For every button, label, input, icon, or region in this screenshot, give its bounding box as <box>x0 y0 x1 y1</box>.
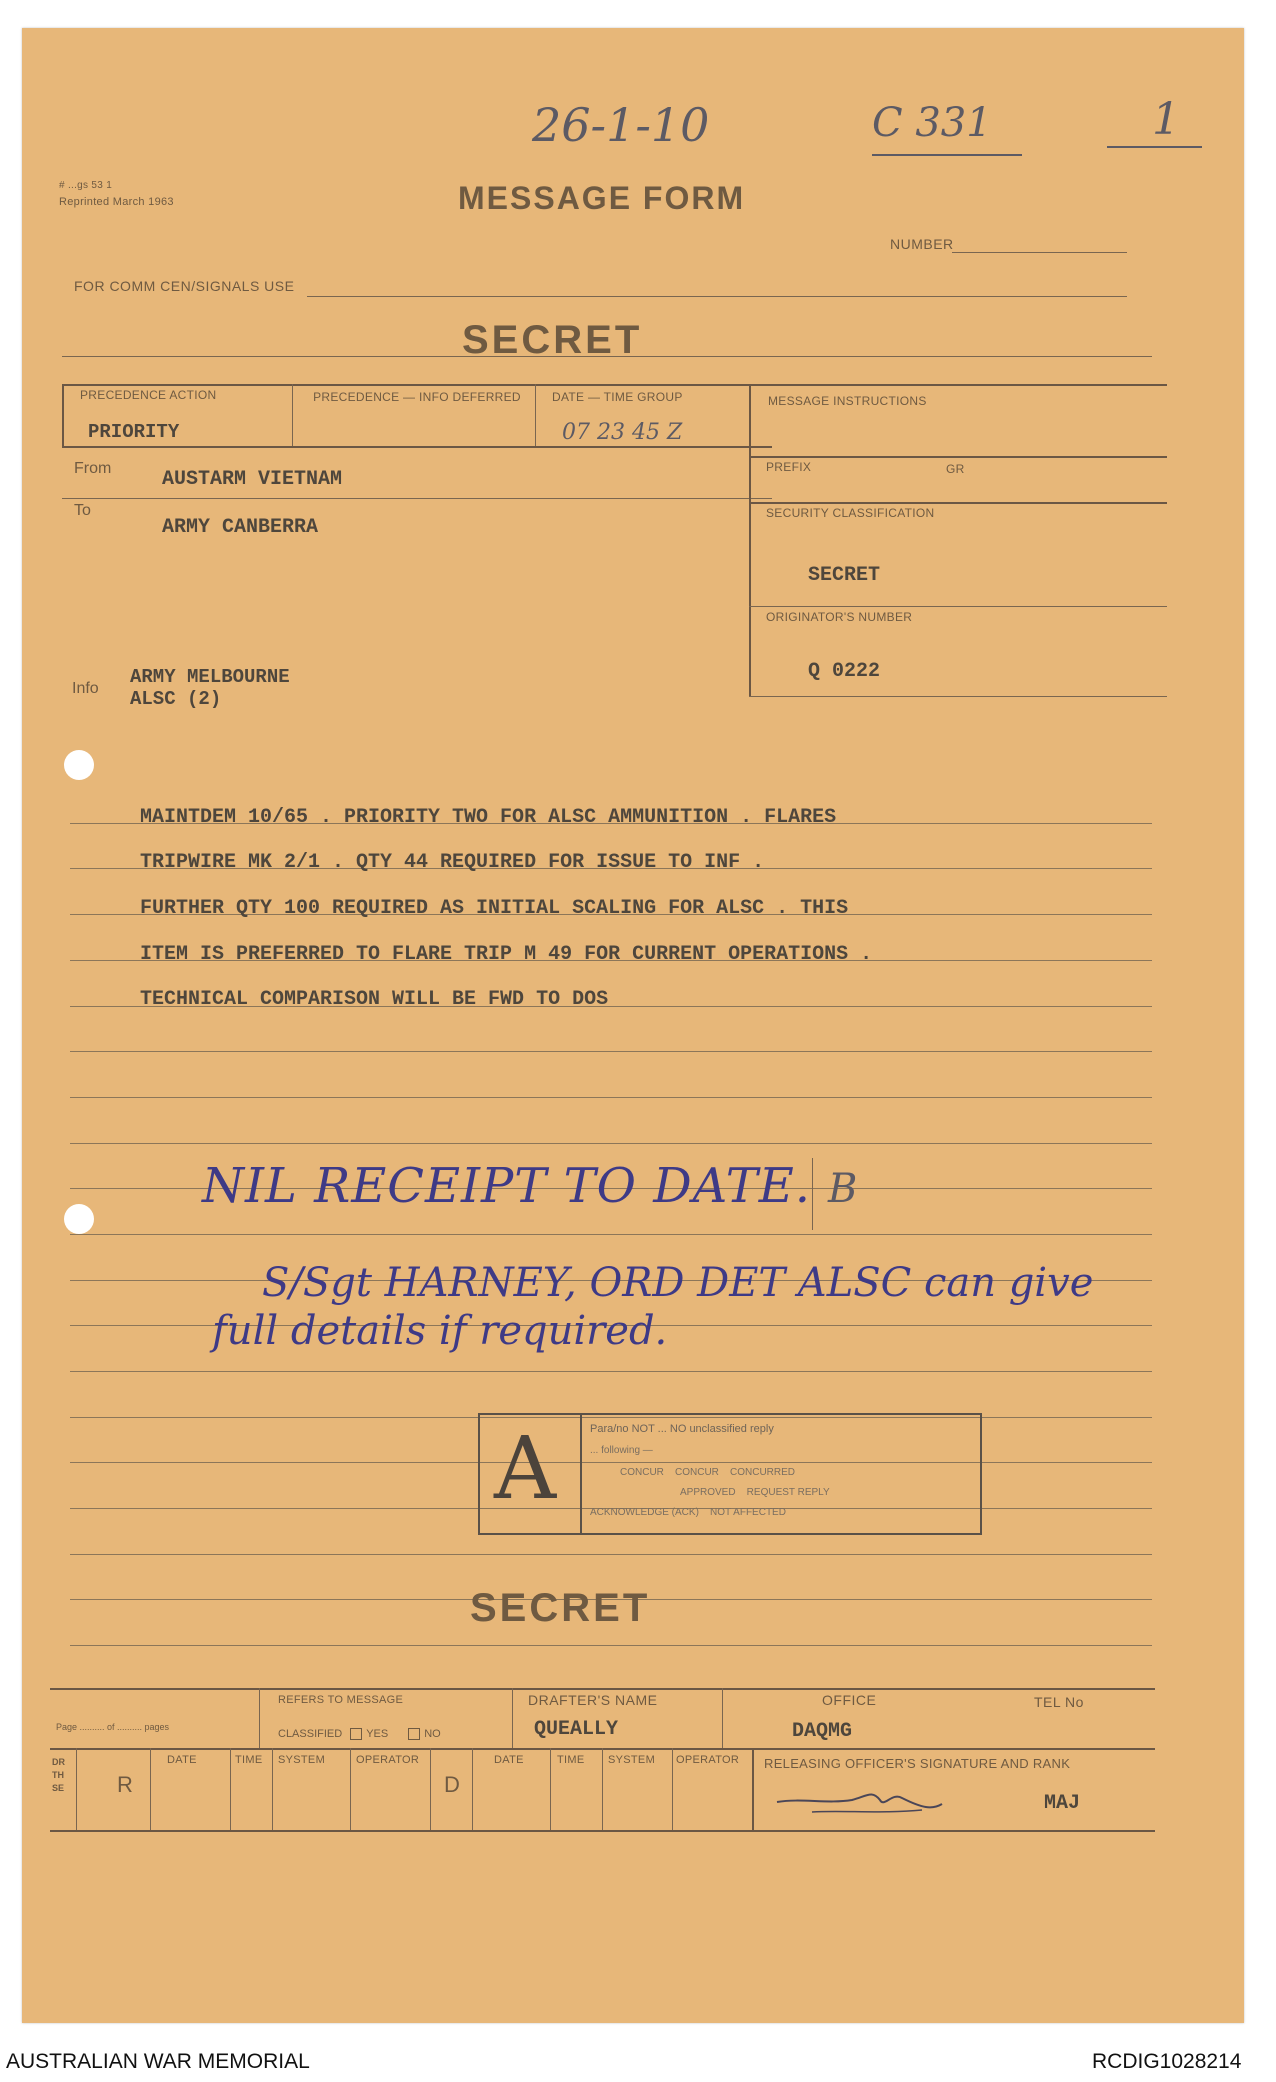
despatched-d-label: D <box>444 1772 460 1797</box>
handwritten-note-nil-receipt: NIL RECEIPT TO DATE. <box>202 1158 812 1214</box>
despatched-date-label: DATE <box>494 1754 524 1766</box>
form-code: # ...gs 53 1 <box>59 180 113 191</box>
refers-to-message-label: REFERS TO MESSAGE <box>278 1694 404 1706</box>
message-instructions-label: MESSAGE INSTRUCTIONS <box>768 394 927 408</box>
prefix-border <box>749 502 1167 504</box>
number-label: NUMBER <box>890 236 954 252</box>
refers-divider <box>512 1688 513 1748</box>
dtg-divider <box>535 384 536 446</box>
pages-divider <box>259 1688 260 1748</box>
drafters-name-value: QUEALLY <box>534 1718 619 1741</box>
drafter-divider <box>722 1688 723 1748</box>
handwritten-note-line-2: full details if required. <box>212 1308 668 1354</box>
dtg-value: 07 23 45 Z <box>562 420 683 445</box>
office-label: OFFICE <box>822 1692 877 1708</box>
stamp-letter: A <box>494 1419 557 1519</box>
received-operator-label: OPERATOR <box>356 1754 420 1766</box>
precedence-divider <box>292 384 293 446</box>
info-line-2: ALSC (2) <box>130 688 222 710</box>
received-time-label: TIME <box>235 1754 263 1766</box>
from-row-border <box>62 498 772 499</box>
punch-hole-top <box>64 750 94 780</box>
classification-line <box>62 356 1152 357</box>
releasing-officer-label: RELEASING OFFICER'S SIGNATURE AND RANK <box>764 1756 1071 1771</box>
precedence-row-border <box>62 446 772 448</box>
tel-no-label: TEL No <box>1034 1694 1084 1710</box>
instructions-border <box>749 456 1167 458</box>
classified-no-checkbox[interactable] <box>408 1728 420 1740</box>
handwritten-page-number: 1 <box>1152 94 1180 145</box>
footer-archive-name: AUSTRALIAN WAR MEMORIAL <box>6 2050 310 2073</box>
prefix-label: PREFIX <box>766 460 812 474</box>
table-left-border <box>62 384 64 446</box>
stamp-line-1: Para/no NOT ... NO unclassified reply <box>590 1423 774 1435</box>
dtg-label: DATE — TIME GROUP <box>552 390 683 404</box>
despatched-system-label: SYSTEM <box>608 1754 656 1766</box>
stamp-line-5: ACKNOWLEDGE (ACK) NOT AFFECTED <box>590 1507 786 1518</box>
handwritten-date: 26-1-10 <box>532 98 710 152</box>
footer-catalogue-id: RCDIG1028214 <box>1092 2050 1242 2073</box>
classification-bottom: SECRET <box>470 1586 651 1630</box>
classified-yes-checkbox[interactable] <box>350 1728 362 1740</box>
received-system-label: SYSTEM <box>278 1754 326 1766</box>
security-classification-value: SECRET <box>808 564 881 587</box>
to-value: ARMY CANBERRA <box>162 516 319 539</box>
received-date-label: DATE <box>167 1754 197 1766</box>
despatched-time-label: TIME <box>557 1754 585 1766</box>
message-line-3: FURTHER QTY 100 REQUIRED AS INITIAL SCALING FOR ALSC . THIS <box>140 897 849 920</box>
side-label: DR TH SE <box>52 1757 65 1793</box>
releasing-officer-signature <box>772 1780 952 1820</box>
releasing-officer-rank: MAJ <box>1044 1792 1081 1815</box>
classified-field <box>278 1728 441 1740</box>
classified-label: CLASSIFIED <box>278 1728 343 1740</box>
originator-border <box>749 696 1167 697</box>
right-block-divider <box>749 384 751 696</box>
classified-yes-label: YES <box>366 1728 389 1740</box>
number-line <box>952 252 1127 253</box>
bottom-table-top-border <box>50 1688 1155 1690</box>
comm-cen-label: FOR COMM CEN/SIGNALS USE <box>74 278 295 294</box>
security-classification-label: SECURITY CLASSIFICATION <box>766 506 935 520</box>
handwritten-initials: B <box>828 1166 858 1212</box>
office-value: DAQMG <box>792 1720 853 1743</box>
despatched-operator-label: OPERATOR <box>676 1754 740 1766</box>
originator-number-label: ORIGINATOR'S NUMBER <box>766 610 913 624</box>
rubber-stamp <box>478 1413 982 1535</box>
initials-divider <box>812 1158 813 1230</box>
drafters-name-label: DRAFTER'S NAME <box>528 1692 658 1708</box>
message-line-2: TRIPWIRE MK 2/1 . QTY 44 REQUIRED FOR ISSUE TO INF . <box>140 851 765 874</box>
message-line-5: TECHNICAL COMPARISON WILL BE FWD TO DOS <box>140 988 609 1011</box>
punch-hole-bottom <box>64 1204 94 1234</box>
form-title: MESSAGE FORM <box>458 180 746 216</box>
to-label: To <box>74 502 91 519</box>
stamp-line-4: APPROVED REQUEST REPLY <box>680 1487 830 1498</box>
precedence-action-label: PRECEDENCE ACTION <box>80 388 217 402</box>
from-value: AUSTARM VIETNAM <box>162 468 343 491</box>
from-label: From <box>74 460 112 477</box>
table-top-border <box>62 384 1167 386</box>
form-reprint-date: Reprinted March 1963 <box>59 196 174 208</box>
comm-cen-line <box>307 296 1127 297</box>
classification-top: SECRET <box>462 318 643 362</box>
page-number-underline <box>1107 146 1202 148</box>
gr-label: GR <box>946 462 965 476</box>
originator-number-value: Q 0222 <box>808 660 881 683</box>
message-form-sheet <box>22 28 1244 2023</box>
handwritten-note-line-1: S/Sgt HARNEY, ORD DET ALSC can give <box>262 1260 1094 1306</box>
info-label: Info <box>72 680 99 697</box>
message-line-4: ITEM IS PREFERRED TO FLARE TRIP M 49 FOR CURRENT OPERATIONS . <box>140 943 873 966</box>
stamp-line-2: ... following — <box>590 1445 653 1456</box>
bottom-table-bottom-border <box>50 1830 1155 1832</box>
info-line-1: ARMY MELBOURNE <box>130 666 290 688</box>
handwritten-reference: C 331 <box>872 100 992 146</box>
reference-underline <box>872 154 1022 156</box>
precedence-info-label: PRECEDENCE — INFO DEFERRED <box>313 390 521 404</box>
precedence-action-value: PRIORITY <box>88 421 180 443</box>
received-r-label: R <box>117 1772 133 1797</box>
security-border <box>749 606 1167 607</box>
pages-label: Page .......... of .......... pages <box>56 1722 170 1732</box>
classified-no-label: NO <box>424 1728 441 1740</box>
message-line-1: MAINTDEM 10/65 . PRIORITY TWO FOR ALSC AMMUNITION . FLARES <box>140 806 837 829</box>
stamp-line-3: CONCUR CONCUR CONCURRED <box>620 1467 795 1478</box>
